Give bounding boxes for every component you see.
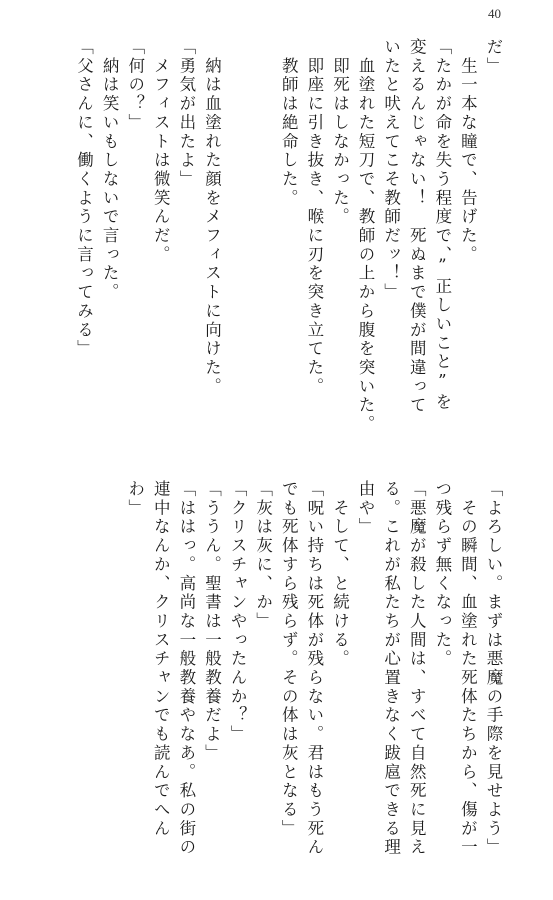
text-line: わ」 [125, 480, 145, 518]
text-line: 即座に引き抜き、喉に刃を突き立てた。 [304, 38, 324, 397]
text-line: でも死体すら残らず。その体は灰となる」 [279, 480, 299, 839]
upper-text-block [71, 38, 506, 458]
text-line: 「灰は灰に、か」 [253, 480, 273, 631]
page-number: 40 [488, 6, 501, 21]
text-line: 由や」 [356, 480, 376, 537]
text-line: いたと吠えてこそ教師だッ！」 [381, 38, 401, 302]
text-line: その瞬間、血塗れた死体たちから、傷が一 [458, 480, 478, 857]
text-line: 「ははっ。高尚な一般教養やなあ。私の街の [176, 480, 196, 857]
text-line: 「何の？」 [125, 38, 145, 133]
text-line: 「勇気が出たよ」 [176, 38, 196, 189]
text-line: 「悪魔が殺した人間は、すべて自然死に見え [407, 480, 427, 857]
text-line: 納は血塗れた顔をメフィストに向けた。 [202, 38, 222, 397]
text-line: 「父さんに、働くように言ってみる」 [74, 38, 94, 359]
text-line: つ残らず無くなった。 [432, 480, 452, 669]
text-line: 血塗れた短刀で、教師の上から腹を突いた。 [356, 38, 376, 434]
text-line: 即死はしなかった。 [330, 38, 350, 227]
text-line: 「よろしい。まずは悪魔の手際を見せよう」 [484, 480, 503, 857]
text-line: る。これが私たちが心置きなく跋扈できる理 [381, 480, 401, 857]
text-line: 教師は絶命した。 [279, 38, 299, 208]
text-line: だ」 [484, 38, 503, 76]
text-line: メフィストは微笑んだ。 [151, 38, 171, 265]
lower-text-block [122, 480, 506, 890]
text-line: 生一本な瞳で、告げた。 [458, 38, 478, 265]
text-line: そして、と続ける。 [330, 480, 350, 669]
text-line: 納は笑いもしないで言った。 [100, 38, 120, 302]
text-line: 「クリスチャンやったんか？」 [228, 480, 248, 744]
text-line: 連中なんか、クリスチャンでも読んでへん [151, 480, 171, 839]
text-line: 「ううん。聖書は一般教養だよ」 [202, 480, 222, 763]
text-line: 「たかが命を失う程度で、”正しいこと”を [432, 38, 452, 412]
text-line: 「呪い持ちは死体が残らない。君はもう死ん [304, 480, 324, 857]
text-line: 変えるんじゃない！ 死ぬまで僕が間違って [407, 38, 427, 415]
